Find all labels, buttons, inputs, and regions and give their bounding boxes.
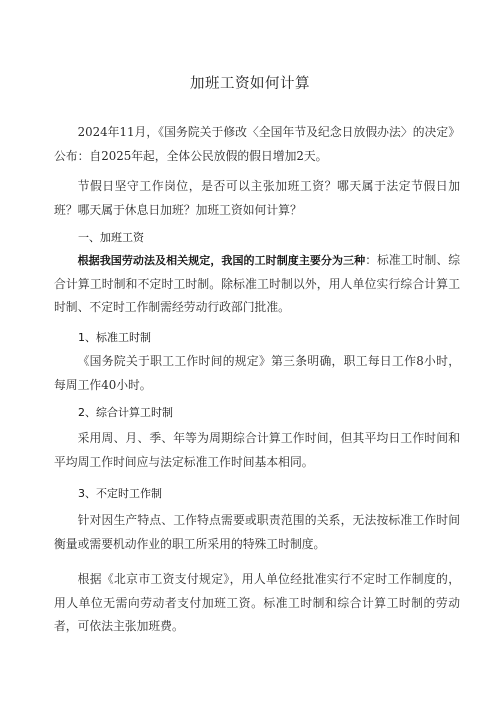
section-heading-overtime-pay: 一、加班工资 bbox=[78, 231, 144, 244]
intro-paragraph-2: 节假日坚守工作岗位，是否可以主张加班工资？哪天属于法定节假日加班？哪天属于休息日加班？加班工资如何计算？ bbox=[54, 179, 460, 217]
flexible-hours-paragraph: 针对因生产特点、工作特点需要或职责范围的关系，无法按标准工作时间衡量或需要机动作业的职工所采用的特殊工时制度。 bbox=[54, 513, 460, 551]
comprehensive-hours-paragraph: 采用周、月、季、年等为周期综合计算工作时间，但其平均日工作时间和平均周工作时间应与法定标准工作时间基本相同。 bbox=[54, 431, 460, 469]
subheading-standard-hours: 1、标准工时制 bbox=[78, 331, 151, 344]
subheading-comprehensive-hours: 2、综合计算工时制 bbox=[78, 406, 173, 419]
standard-hours-paragraph: 《国务院关于职工工作时间的规定》第三条明确，职工每日工作8小时，每周工作40小时。 bbox=[54, 354, 460, 392]
work-hour-system-paragraph bbox=[54, 249, 460, 320]
beijing-regulation-paragraph: 根据《北京市工资支付规定》，用人单位经批准实行不定时工作制度的，用人单位无需向劳动者支付加班工资。标准工时制和综合计算工时制的劳动者，可依法主张加班费。 bbox=[54, 572, 460, 633]
subheading-flexible-hours: 3、不定时工作制 bbox=[78, 487, 162, 500]
work-hour-system-rest: ：标准工时制、综合计算工时制和不定时工时制。除标准工时制以外，用人单位实行综合计算工时制、不定时工作制需经劳动行政部门批准。 bbox=[54, 253, 460, 314]
intro-paragraph-1: 2024年11月，《国务院关于修改〈全国年节及纪念日放假办法〉的决定》公布：自2025年起，全体公民放假的假日增加2天。 bbox=[54, 125, 460, 163]
work-hour-system-lead: 根据我国劳动法及相关规定，我国的工时制度主要分为三种 bbox=[77, 254, 366, 267]
document-title: 加班工资如何计算 bbox=[190, 76, 310, 92]
